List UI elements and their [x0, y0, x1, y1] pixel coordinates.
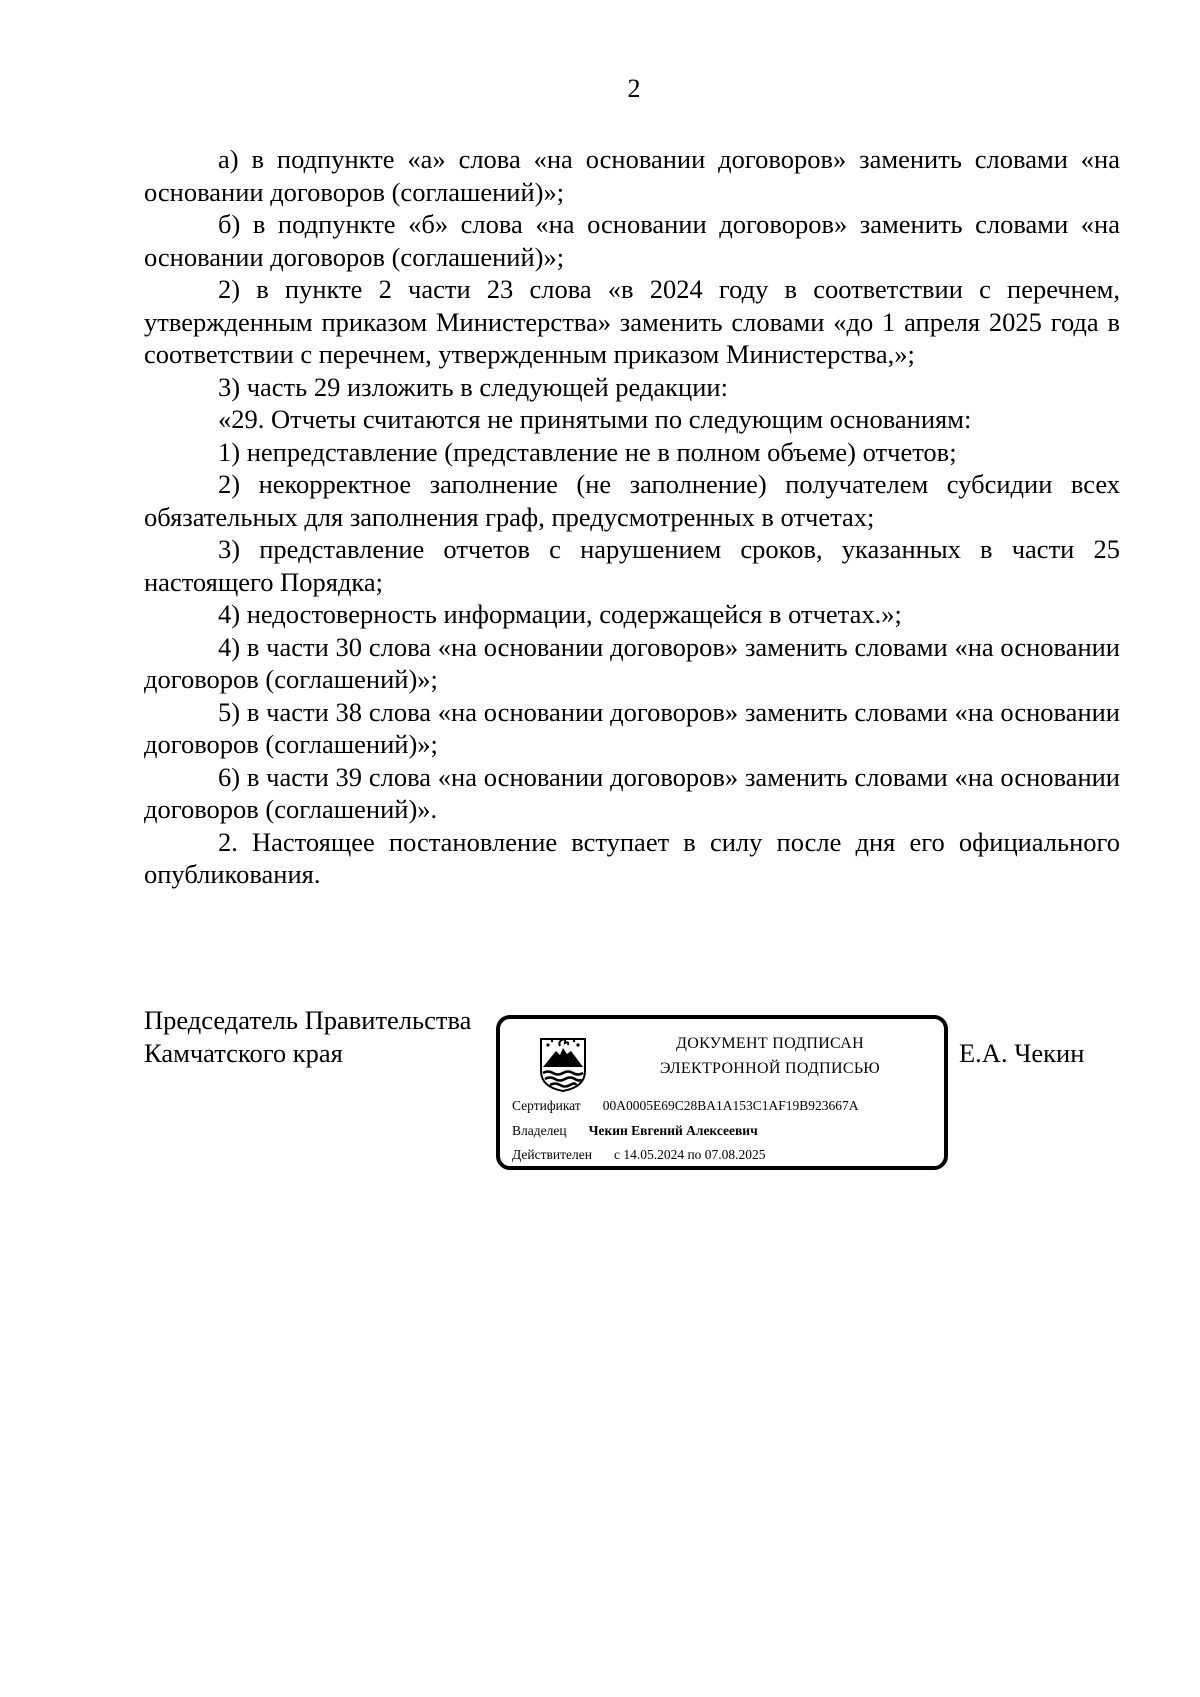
- paragraph-amend-a: а) в подпункте «а» слова «на основании договоров» заменить словами «на основании договоров (соглашений)»;: [144, 144, 1120, 207]
- paragraph-amend-b: б) в подпункте «б» слова «на основании договоров» заменить словами «на основании договоров (соглашений)»;: [144, 209, 1120, 272]
- valid-from-date: 14.05.2024: [623, 1147, 685, 1162]
- paragraph-ground-1: 1) непредставление (представление не в полном объеме) отчетов;: [218, 436, 957, 467]
- paragraph-ground-2: 2) некорректное заполнение (не заполнение) получателем субсидии всех обязательных для заполнения граф, предусмотренных в отчетах;: [144, 469, 1120, 532]
- valid-from-prefix: с: [613, 1147, 620, 1162]
- valid-to-date: 07.08.2025: [704, 1147, 766, 1162]
- certificate-label: Сертификат: [512, 1098, 581, 1113]
- document-body: [144, 143, 1120, 891]
- stamp-validity-row: [512, 1147, 766, 1163]
- signer-position-line2: Камчатского края: [144, 1037, 343, 1068]
- paragraph-item-6: 6) в части 39 слова «на основании договоров» заменить словами «на основании договоров (соглашений)».: [144, 761, 1120, 824]
- stamp-title-line1: ДОКУМЕНТ ПОДПИСАН: [676, 1035, 864, 1052]
- paragraph-item-4: 4) в части 30 слова «на основании договоров» заменить словами «на основании договоров (соглашений)»;: [144, 631, 1120, 694]
- owner-label: Владелец: [512, 1123, 567, 1138]
- owner-value: Чекин Евгений Алексеевич: [588, 1123, 758, 1138]
- paragraph-ground-4: 4) недостоверность информации, содержащейся в отчетах.»;: [218, 599, 902, 629]
- stamp-title: [610, 1031, 930, 1081]
- certificate-value: 00A0005E69C28BA1A153C1AF19B923667A: [602, 1098, 859, 1113]
- stamp-owner-row: [512, 1123, 758, 1139]
- signer-position-line1: Председатель Правительства: [144, 1005, 472, 1035]
- electronic-signature-stamp: [496, 1015, 948, 1170]
- paragraph-item-3: 3) часть 29 изложить в следующей редакции:: [218, 371, 728, 402]
- paragraph-part-29: «29. Отчеты считаются не принятыми по следующим основаниям:: [218, 404, 972, 434]
- paragraph-item-5: 5) в части 38 слова «на основании договоров» заменить словами «на основании договоров (соглашений)»;: [144, 696, 1120, 759]
- signer-position: [144, 1004, 471, 1069]
- kamchatka-coat-of-arms-icon: [538, 1035, 588, 1093]
- page-number: 2: [627, 74, 641, 103]
- stamp-title-line2: ЭЛЕКТРОННОЙ ПОДПИСЬЮ: [659, 1060, 881, 1077]
- valid-label: Действителен: [512, 1147, 592, 1162]
- valid-to-prefix: по: [687, 1147, 702, 1162]
- paragraph-item-2: 2) в пункте 2 части 23 слова «в 2024 году в соответствии с перечнем, утвержденным приказом Министерства» заменить словами «до 1 апреля 2025 года в соответствии с перечнем, утвержденным приказом Министерства,»;: [144, 274, 1120, 369]
- stamp-certificate-row: [512, 1098, 859, 1114]
- paragraph-effective: 2. Настоящее постановление вступает в силу после дня его официального опубликования.: [144, 826, 1120, 889]
- signer-name: Е.А. Чекин: [959, 1038, 1085, 1068]
- paragraph-ground-3: 3) представление отчетов с нарушением сроков, указанных в части 25 настоящего Порядка;: [144, 534, 1120, 597]
- validity-period: [614, 1147, 766, 1163]
